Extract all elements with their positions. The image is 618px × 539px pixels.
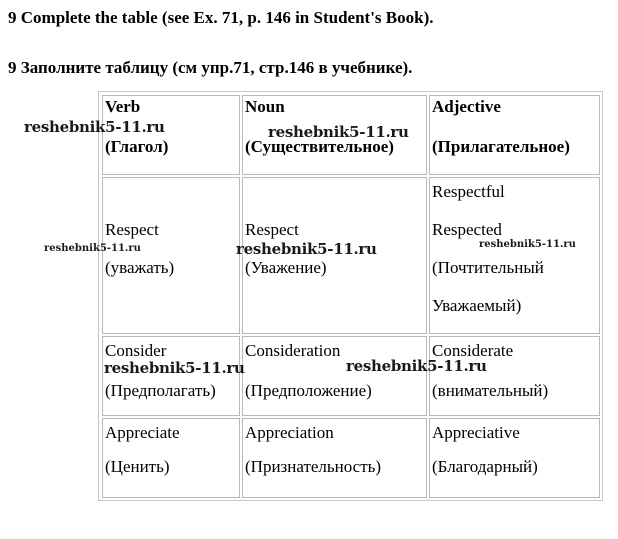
header-adjective [429,95,600,175]
verb-en: Consider [105,341,167,360]
table-cell-adjective [429,336,600,416]
header-adjective-en: Adjective [432,97,501,116]
table-cell-verb [102,177,240,334]
table-cell-adjective [429,177,600,334]
noun-en: Appreciation [245,423,334,442]
verb-ru: (уважать) [105,258,175,277]
adjective-line: Уважаемый) [432,296,522,315]
header-verb-ru: (Глагол) [105,137,169,156]
table-cell-adjective [429,418,600,498]
heading-english: 9 Complete the table (see Ex. 71, p. 146 in Student's Book). [8,8,434,27]
noun-en: Respect [245,220,299,239]
noun-ru: (Предположение) [245,381,372,400]
table-cell-verb [102,418,240,498]
noun-ru: (Уважение) [245,258,327,277]
watermark: reshebnik5-11.ru [236,240,377,258]
verb-en: Respect [105,220,159,239]
table-cell-noun [242,336,427,416]
adjective-line: (внимательный) [432,381,549,400]
header-noun-ru: (Существительное) [245,137,394,156]
noun-ru: (Признательность) [245,457,382,476]
watermark: reshebnik5-11.ru [479,239,576,250]
header-verb-en: Verb [105,97,141,116]
heading-russian: 9 Заполните таблицу (см упр.71, стр.146 в учебнике). [8,58,413,77]
adjective-line: Respectful [432,182,505,201]
word-forms-table [98,91,603,501]
noun-en: Consideration [245,341,341,360]
watermark: reshebnik5-11.ru [24,118,165,136]
verb-ru: (Предполагать) [105,381,216,400]
adjective-line: Appreciative [432,423,520,442]
header-adjective-ru: (Прилагательное) [432,137,570,156]
header-noun-en: Noun [245,97,285,116]
adjective-line: (Благодарный) [432,457,538,476]
verb-en: Appreciate [105,423,180,442]
adjective-line: Respected [432,220,502,239]
watermark: reshebnik5-11.ru [346,357,487,375]
watermark: reshebnik5-11.ru [104,359,245,377]
table-cell-noun [242,418,427,498]
watermark: reshebnik5-11.ru [44,243,141,254]
watermark: reshebnik5-11.ru [268,123,409,141]
adjective-line: (Почтительный [432,258,544,277]
adjective-line: Considerate [432,341,514,360]
verb-ru: (Ценить) [105,457,170,476]
